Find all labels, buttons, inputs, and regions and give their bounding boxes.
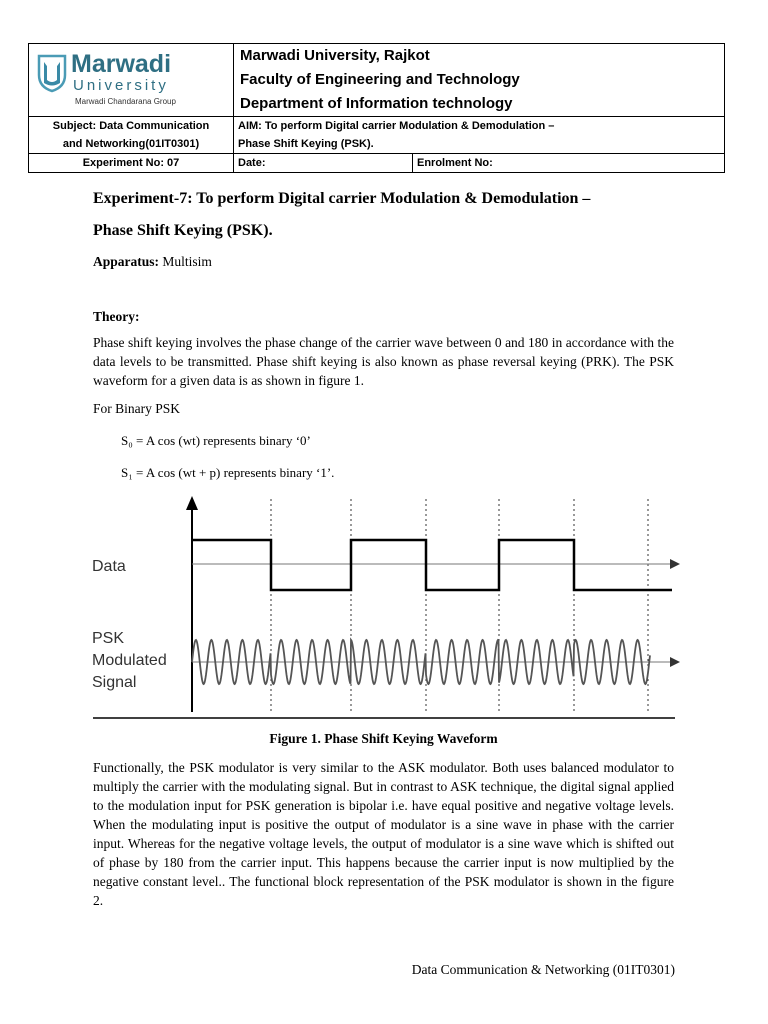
- figure-caption: Figure 1. Phase Shift Keying Waveform: [269, 731, 498, 746]
- label-data: Data: [92, 558, 126, 575]
- subject-line-1: Subject: Data Communication: [52, 120, 210, 132]
- subject-line-2: and Networking(01IT0301): [62, 138, 200, 150]
- equation-s0: S₀ = A cos (wt) represents binary ‘0’: [121, 433, 311, 448]
- equation-s1: S₁ = A cos (wt + p) represents binary ‘1’.: [121, 465, 335, 480]
- university-logo: [29, 44, 233, 116]
- y-axis-arrow: [186, 496, 198, 510]
- psk-axis-arrow: [670, 657, 680, 667]
- page-footer: Data Communication & Networking (01IT0301): [411, 962, 675, 977]
- logo-brand-group: Marwadi Chandarana Group: [75, 97, 176, 106]
- university-cell: [234, 44, 725, 117]
- experiment-no: Experiment No: 07: [82, 157, 180, 169]
- experiment-title-line-1: Experiment-7: To perform Digital carrier Modulation & Demodulation –: [93, 190, 591, 207]
- theory-paragraph: Phase shift keying involves the phase change of the carrier wave between 0 and 180 in accordance with the data levels to be transmitted. Phase shift keying is also known as phase reversal keying (PRK). The PSK waveform for a given data is as shown in figure 1.: [93, 335, 674, 388]
- experiment-title-line-2: Phase Shift Keying (PSK).: [93, 222, 273, 239]
- binary-psk-label: For Binary PSK: [93, 401, 181, 416]
- date-label: Date:: [238, 157, 266, 169]
- label-signal: Signal: [92, 674, 137, 691]
- data-square-wave: [192, 540, 672, 590]
- shield-logo-icon: [37, 53, 67, 93]
- apparatus-label: Apparatus:: [93, 254, 160, 269]
- date-cell: [234, 154, 413, 173]
- apparatus-value: Multisim: [159, 254, 212, 269]
- theory-heading: Theory:: [93, 309, 140, 324]
- bit-boundary-lines: [271, 499, 648, 714]
- faculty-name: Faculty of Engineering and Technology: [240, 71, 520, 88]
- logo-brand-name: Marwadi: [71, 50, 172, 78]
- logo-cell: [29, 44, 234, 117]
- data-axis-arrow: [670, 559, 680, 569]
- department-name: Department of Information technology: [240, 95, 513, 112]
- enrolment-cell: [413, 154, 725, 173]
- label-psk: PSK: [92, 630, 125, 647]
- label-modulated: Modulated: [92, 652, 167, 669]
- subject-cell: [29, 117, 234, 154]
- functional-paragraph: Functionally, the PSK modulator is very similar to the ASK modulator. Both uses balanced modulator to multiply the carrier with the modulating signal. But in contrast to ASK technique, the digital signal applied to the modulation input for PSK generation is bipolar i.e. have equal positive and negative voltage levels. When the modulating input is positive the output of modulator is a sine wave in phase with the carrier input. Whereas for the negative voltage levels, the output of modulator is a sine wave which is shifted out of phase by 180 from the carrier input. This happens because the carrier input is now multiplied by the negative constant level.. The functional block representation of the PSK modulator is shown in the figure 2.: [93, 760, 674, 908]
- logo-brand-sub: University: [73, 77, 169, 94]
- header-table: [28, 43, 725, 173]
- experiment-no-cell: [29, 154, 234, 173]
- enrolment-label: Enrolment No:: [417, 157, 493, 169]
- aim-cell: [234, 117, 725, 154]
- psk-waveform-figure: [88, 494, 688, 722]
- apparatus-line: [93, 252, 674, 271]
- aim-line-1: AIM: To perform Digital carrier Modulation & Demodulation –: [238, 120, 555, 132]
- aim-line-2: Phase Shift Keying (PSK).: [238, 138, 374, 150]
- university-name: Marwadi University, Rajkot: [240, 47, 430, 64]
